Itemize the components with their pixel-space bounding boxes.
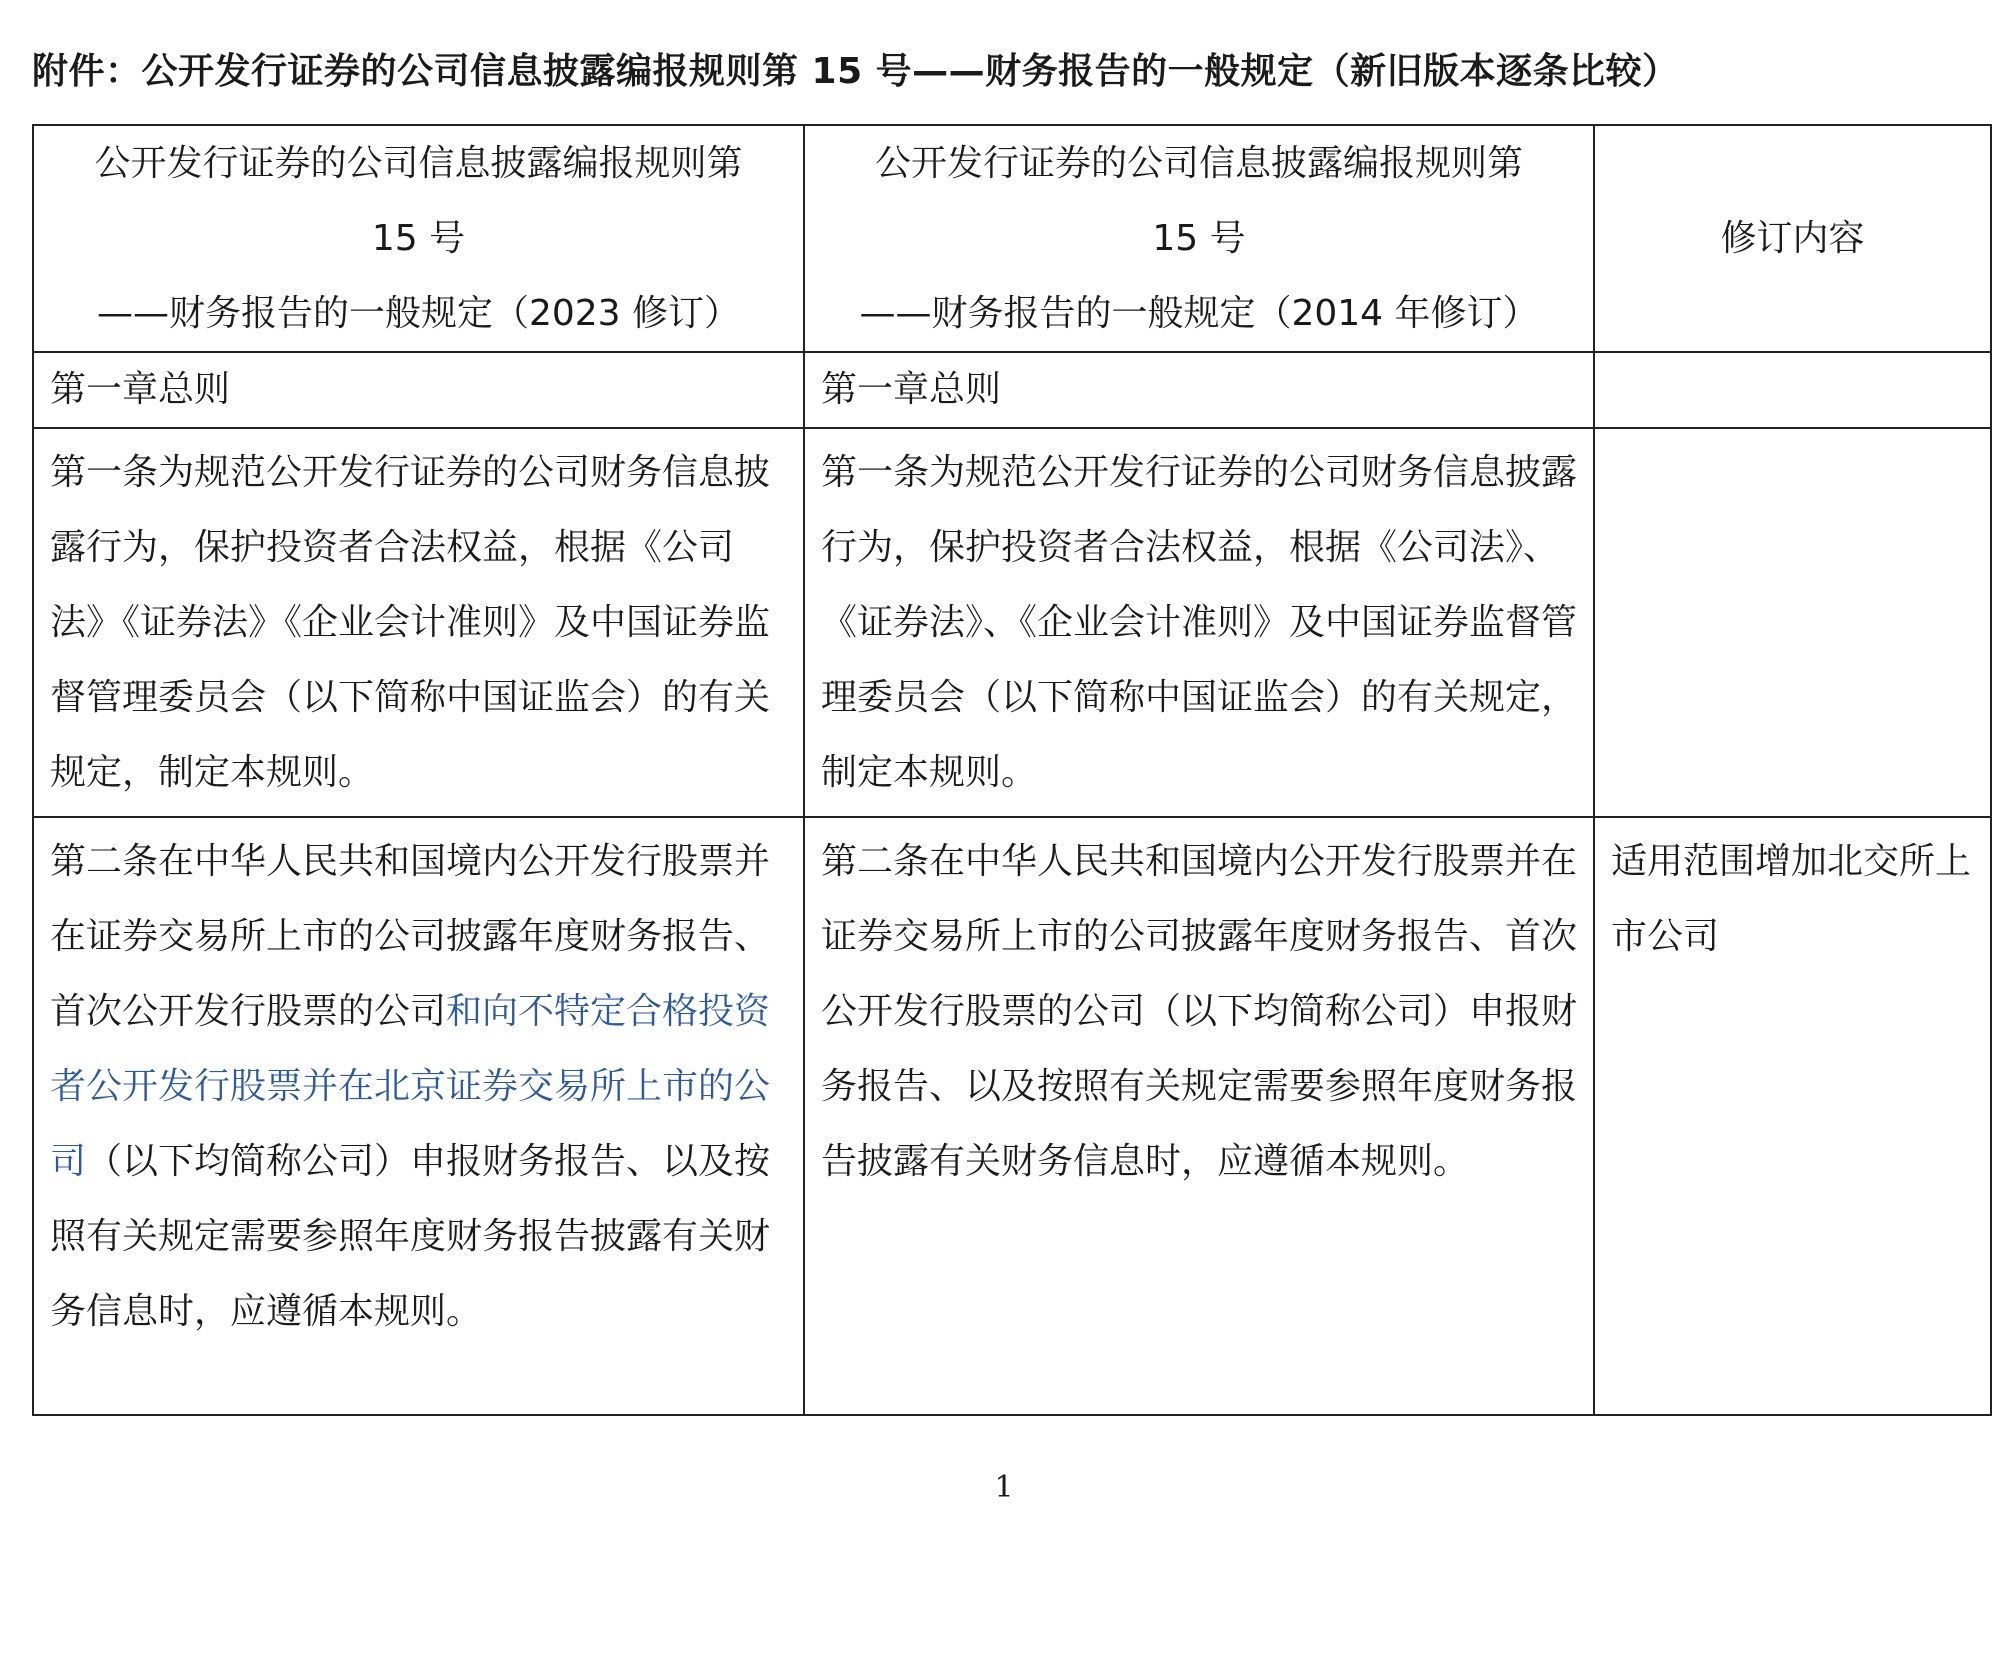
header-revision: 修订内容 [1594, 125, 1991, 352]
chapter-revision-cell [1594, 352, 1991, 428]
document-title: 附件：公开发行证券的公司信息披露编报规则第 15 号——财务报告的一般规定（新旧版本逐条比较） [32, 51, 1679, 92]
comparison-table [32, 124, 1992, 1416]
article1-revision-cell [1594, 428, 1991, 817]
article2-added-text: 和向不特定合格投资者公开发行股票并在北京证券交易所上市的公司 [50, 991, 771, 1182]
page-number: 1 [994, 1470, 1014, 1505]
table-row [33, 352, 1991, 428]
table-row [33, 428, 1991, 817]
header-old-line-2: 15 号 [1152, 218, 1246, 259]
article2-revision-cell: 适用范围增加北交所上市公司 [1594, 817, 1991, 1415]
article2-old-cell: 第二条在中华人民共和国境内公开发行股票并在证券交易所上市的公司披露年度财务报告、首次公开发行股票的公司（以下均简称公司）申报财务报告、以及按照有关规定需要参照年度财务报告披露有关财务信息时，应遵循本规则。 [804, 817, 1594, 1415]
article2-new-cell [33, 817, 804, 1415]
header-new-line-3: ——财务报告的一般规定（2023 修订） [96, 293, 741, 334]
header-old-line-3: ——财务报告的一般规定（2014 年修订） [859, 293, 1539, 334]
header-old-line-1: 公开发行证券的公司信息披露编报规则第 [874, 143, 1523, 184]
chapter-new-cell: 第一章总则 [33, 352, 804, 428]
article1-old-cell: 第一条为规范公开发行证券的公司财务信息披露行为，保护投资者合法权益，根据《公司法》、《证券法》、《企业会计准则》及中国证券监督管理委员会（以下简称中国证监会）的有关规定，制定本规则。 [804, 428, 1594, 817]
article2-new-text-part1: 第二条在中华人民共和国境内公开发行股票并在证券交易所上市的公司披露年度财务报告、首次公开发行股票的公司 [50, 841, 771, 1032]
chapter-old-cell: 第一章总则 [804, 352, 1594, 428]
header-new-line-2: 15 号 [371, 218, 466, 259]
header-new-version [33, 125, 804, 352]
article1-new-cell: 第一条为规范公开发行证券的公司财务信息披露行为，保护投资者合法权益，根据《公司法》《证券法》《企业会计准则》及中国证券监督管理委员会（以下简称中国证监会）的有关规定，制定本规则。 [33, 428, 804, 817]
article2-new-text-part2: （以下均简称公司）申报财务报告、以及按照有关规定需要参照年度财务报告披露有关财务信息时，应遵循本规则。 [50, 1141, 771, 1332]
header-old-version [804, 125, 1594, 352]
header-new-line-1: 公开发行证券的公司信息披露编报规则第 [94, 143, 743, 184]
table-row [33, 817, 1991, 1415]
table-header-row [33, 125, 1991, 352]
